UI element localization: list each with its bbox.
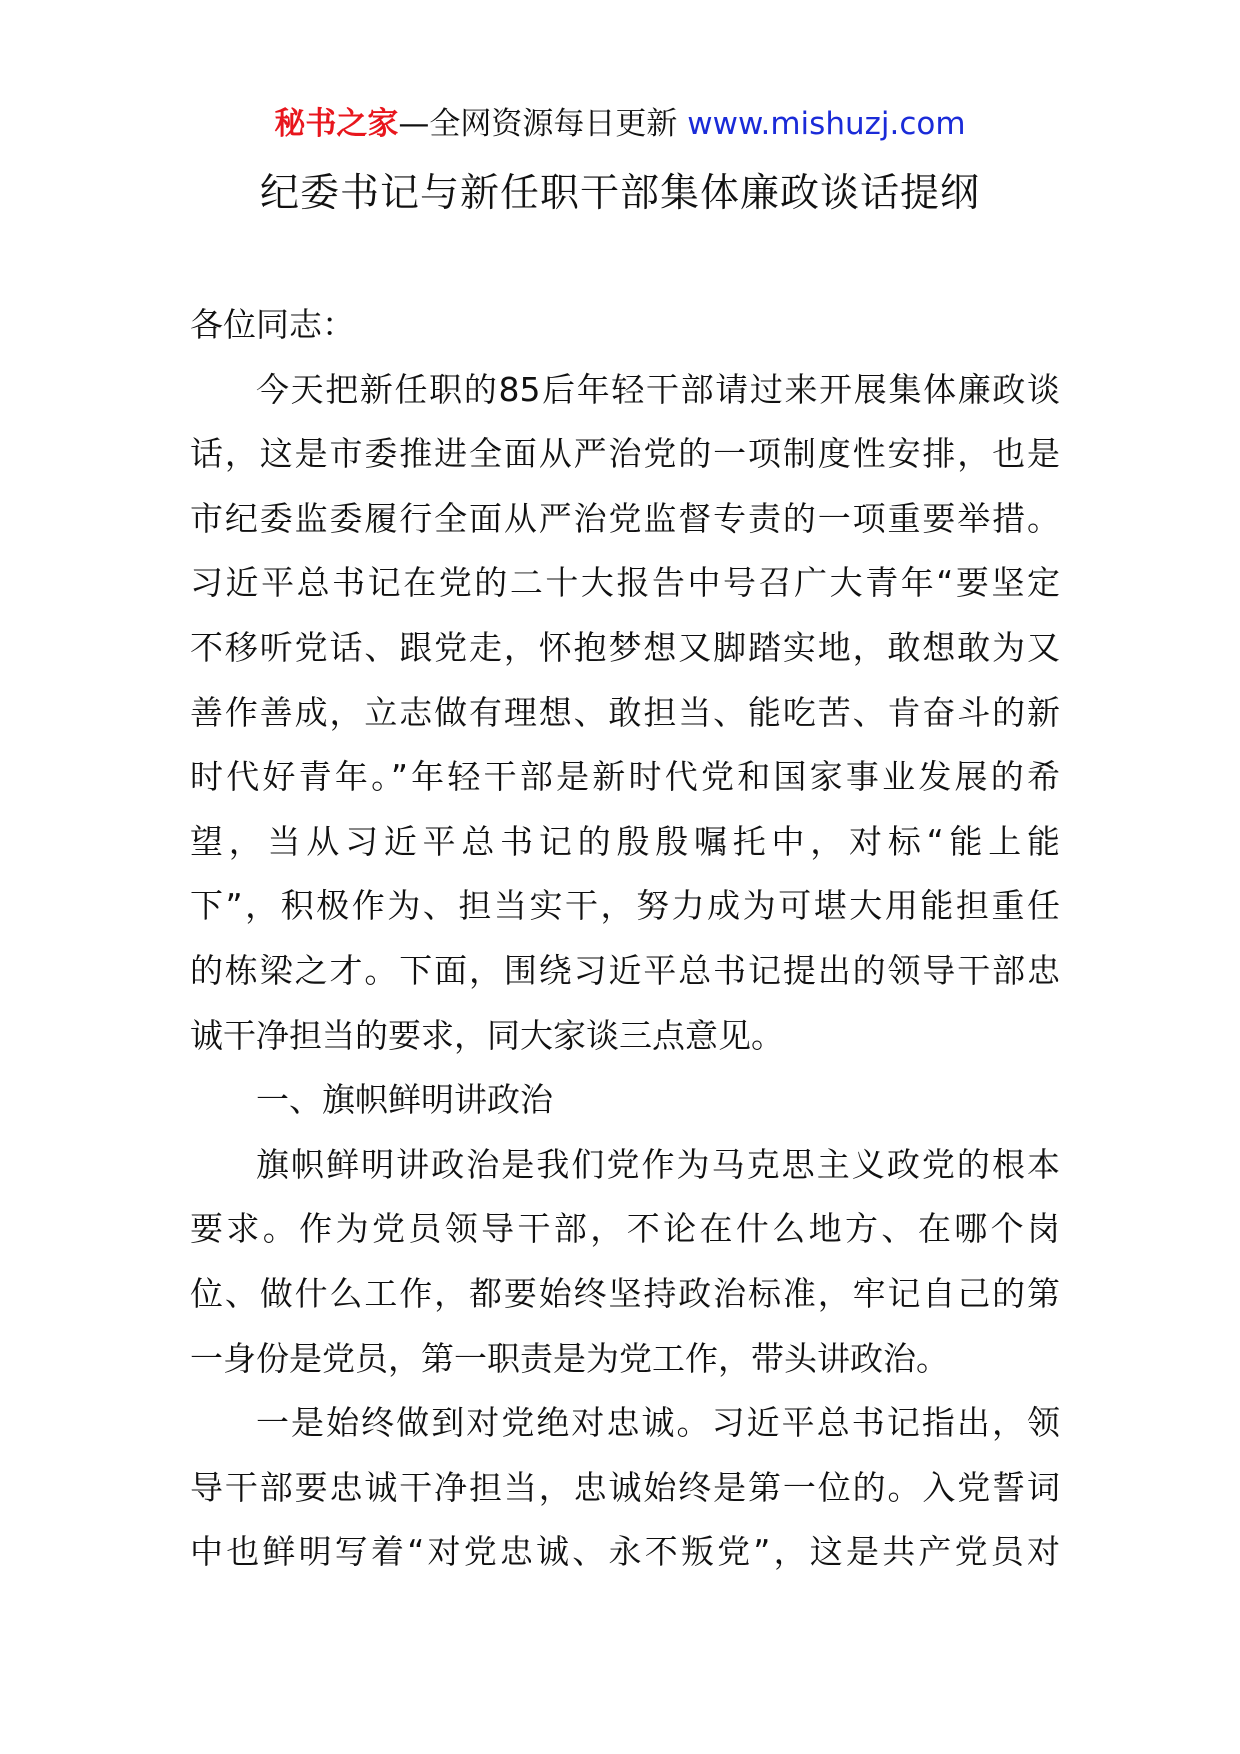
site-header xyxy=(0,100,1240,148)
document-body xyxy=(190,293,1060,1585)
header-tagline: —全网资源每日更新 xyxy=(398,106,678,142)
document-title: 纪委书记与新任职干部集体廉政谈话提纲 xyxy=(259,171,980,216)
paragraph-line: 时代好青年。”年轻干部是新时代党和国家事业发展的希 xyxy=(190,757,1060,797)
paragraph-line: 的栋梁之才。下面，围绕习近平总书记提出的领导干部忠 xyxy=(190,950,1060,990)
paragraph-line: 一是始终做到对党绝对忠诚。习近平总书记指出，领 xyxy=(256,1403,1060,1443)
salutation: 各位同志： xyxy=(190,305,355,344)
paragraph-line: 善作善成，立志做有理想、敢担当、能吃苦、肯奋斗的新 xyxy=(190,692,1060,732)
paragraph-line: 习近平总书记在党的二十大报告中号召广大青年“要坚定 xyxy=(190,563,1060,603)
paragraph-line: 中也鲜明写着“对党忠诚、永不叛党”，这是共产党员对 xyxy=(190,1532,1060,1572)
paragraph-line: 诚干净担当的要求，同大家谈三点意见。 xyxy=(190,1015,784,1055)
paragraph-line: 一身份是党员，第一职责是为党工作，带头讲政治。 xyxy=(190,1338,949,1378)
section-heading: 一、旗帜鲜明讲政治 xyxy=(256,1080,553,1120)
paragraph-line: 位、做什么工作，都要始终坚持政治标准，牢记自己的第 xyxy=(190,1273,1060,1313)
paragraph-line: 旗帜鲜明讲政治是我们党作为马克思主义政党的根本 xyxy=(256,1144,1060,1184)
paragraph-line: 市纪委监委履行全面从严治党监督专责的一项重要举措。 xyxy=(190,498,1060,538)
brand-name: 秘书之家 xyxy=(274,106,399,142)
paragraph-line: 不移听党话、跟党走，怀抱梦想又脚踏实地，敢想敢为又 xyxy=(190,627,1060,667)
paragraph-line: 要求。作为党员领导干部，不论在什么地方、在哪个岗 xyxy=(190,1209,1060,1249)
site-url-link[interactable]: www.mishuzj.com xyxy=(687,106,966,142)
paragraph-line: 下”，积极作为、担当实干，努力成为可堪大用能担重任 xyxy=(190,886,1060,926)
paragraph-line: 今天把新任职的85后年轻干部请过来开展集体廉政谈 xyxy=(256,369,1060,409)
paragraph-line: 望，当从习近平总书记的殷殷嘱托中，对标“能上能 xyxy=(190,821,1060,861)
paragraph-line: 导干部要忠诚干净担当，忠诚始终是第一位的。入党誓词 xyxy=(190,1467,1060,1507)
paragraph-line: 话，这是市委推进全面从严治党的一项制度性安排，也是 xyxy=(190,434,1060,474)
